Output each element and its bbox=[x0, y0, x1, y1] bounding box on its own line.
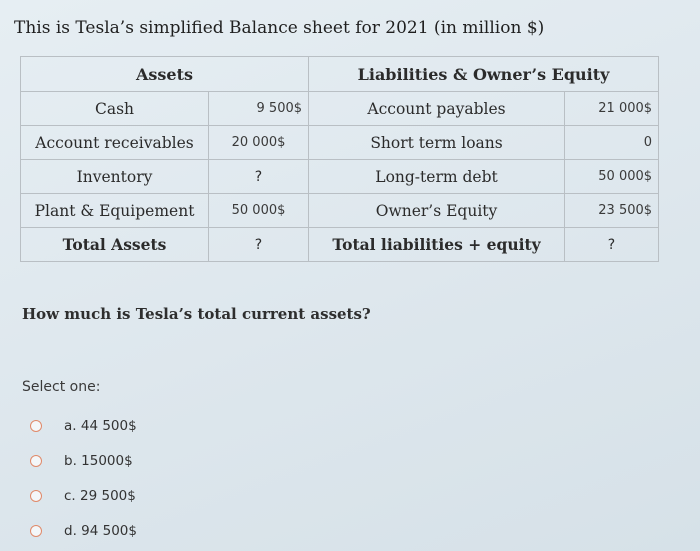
liability-label: Account payables bbox=[309, 92, 565, 126]
total-assets-value: ? bbox=[209, 228, 309, 262]
radio-button[interactable] bbox=[30, 490, 42, 502]
asset-value: ? bbox=[209, 160, 309, 194]
answer-options bbox=[30, 408, 137, 548]
balance-sheet-table bbox=[20, 56, 659, 262]
total-liabilities-value: ? bbox=[565, 228, 659, 262]
liability-value: 0 bbox=[565, 126, 659, 160]
liability-value: 23 500$ bbox=[565, 194, 659, 228]
question-text: How much is Tesla’s total current assets? bbox=[22, 305, 371, 323]
option-label: c. 29 500$ bbox=[64, 487, 136, 504]
option-b[interactable] bbox=[30, 443, 137, 478]
radio-button[interactable] bbox=[30, 455, 42, 467]
asset-label: Inventory bbox=[21, 160, 209, 194]
asset-label: Account receivables bbox=[21, 126, 209, 160]
option-label: d. 94 500$ bbox=[64, 522, 137, 539]
table-row bbox=[21, 160, 659, 194]
option-a[interactable] bbox=[30, 408, 137, 443]
radio-button[interactable] bbox=[30, 420, 42, 432]
liability-label: Long-term debt bbox=[309, 160, 565, 194]
assets-header: Assets bbox=[21, 57, 309, 92]
total-assets-label: Total Assets bbox=[21, 228, 209, 262]
table-row bbox=[21, 92, 659, 126]
select-one-label: Select one: bbox=[22, 379, 101, 395]
liability-label: Short term loans bbox=[309, 126, 565, 160]
table-row bbox=[21, 194, 659, 228]
asset-label: Plant & Equipement bbox=[21, 194, 209, 228]
liability-value: 50 000$ bbox=[565, 160, 659, 194]
table-header-row bbox=[21, 57, 659, 92]
asset-value: 20 000$ bbox=[209, 126, 309, 160]
liabilities-header: Liabilities & Owner’s Equity bbox=[309, 57, 659, 92]
total-liabilities-label: Total liabilities + equity bbox=[309, 228, 565, 262]
option-d[interactable] bbox=[30, 513, 137, 548]
asset-value: 9 500$ bbox=[209, 92, 309, 126]
table-row bbox=[21, 228, 659, 262]
radio-button[interactable] bbox=[30, 525, 42, 537]
liability-value: 21 000$ bbox=[565, 92, 659, 126]
asset-label: Cash bbox=[21, 92, 209, 126]
asset-value: 50 000$ bbox=[209, 194, 309, 228]
option-label: b. 15000$ bbox=[64, 452, 133, 469]
option-label: a. 44 500$ bbox=[64, 417, 137, 434]
page-title: This is Tesla’s simplified Balance sheet for 2021 (in million $) bbox=[14, 18, 545, 38]
liability-label: Owner’s Equity bbox=[309, 194, 565, 228]
table-row bbox=[21, 126, 659, 160]
option-c[interactable] bbox=[30, 478, 137, 513]
